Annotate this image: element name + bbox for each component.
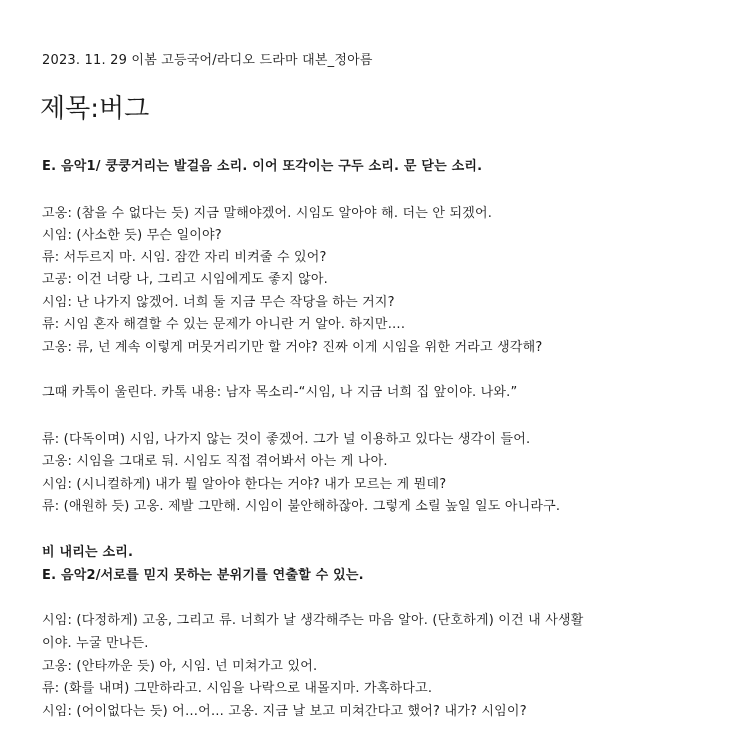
dialogue-line: 고공: 이건 너랑 나, 그리고 시임에게도 좋지 않아.: [42, 272, 328, 287]
dialogue-line: 시임: (시니컬하게) 내가 뭘 알아야 한다는 거야? 내가 모르는 게 뭔데?: [42, 477, 447, 492]
sound-cue-music1: E. 음악1/ 쿵쿵거리는 발걸음 소리. 이어 또각이는 구두 소리. 문 닫는 소리.: [42, 159, 483, 174]
dialogue-line: 이야. 누굴 만나든.: [42, 636, 149, 651]
document-title: 제목:버그: [40, 94, 150, 124]
dialogue-line: 류: (애원하 듯) 고옹. 제발 그만해. 시임이 불안해하잖아. 그렇게 소릴 높일 일도 아니라구.: [42, 499, 561, 514]
dialogue-line: 시임: (어이없다는 듯) 어…어… 고옹. 지금 날 보고 미쳐간다고 했어? 내가? 시임이?: [42, 704, 527, 719]
dialogue-line: 고옹: (참을 수 없다는 듯) 지금 말해야겠어. 시임도 알아야 해. 더는 안 되겠어.: [42, 206, 493, 221]
sound-cue-music2: E. 음악2/서로를 믿지 못하는 분위기를 연출할 수 있는.: [42, 568, 364, 583]
dialogue-line: 시임: (다정하게) 고옹, 그리고 류. 너희가 날 생각해주는 마음 알아. (단호하게) 이건 내 사생활: [42, 613, 584, 628]
dialogue-line: 류: 시임 혼자 해결할 수 있는 문제가 아니란 거 알아. 하지만….: [42, 317, 406, 332]
sound-cue-rain: 비 내리는 소리.: [42, 545, 134, 560]
dialogue-line: 시임: 난 나가지 않겠어. 너희 둘 지금 무슨 작당을 하는 거지?: [42, 295, 395, 310]
document-header: 2023. 11. 29 이봄 고등국어/라디오 드라마 대본_정아름: [42, 53, 373, 68]
dialogue-line: 고옹: 류, 넌 계속 이렇게 머뭇거리기만 할 거야? 진짜 이게 시임을 위한 거라고 생각해?: [42, 340, 543, 355]
dialogue-line: 시임: (사소한 듯) 무슨 일이야?: [42, 228, 222, 243]
dialogue-line: 류: 서두르지 마. 시임. 잠깐 자리 비켜줄 수 있어?: [42, 250, 327, 265]
dialogue-line: 고옹: 시임을 그대로 둬. 시임도 직접 겪어봐서 아는 게 나아.: [42, 454, 388, 469]
dialogue-line: 류: (화를 내며) 그만하라고. 시임을 나락으로 내몰지마. 가혹하다고.: [42, 681, 433, 696]
dialogue-line: 류: (다독이며) 시임, 나가지 않는 것이 좋겠어. 그가 널 이용하고 있다는 생각이 들어.: [42, 432, 531, 447]
dialogue-line: 고옹: (안타까운 듯) 아, 시임. 넌 미쳐가고 있어.: [42, 659, 318, 674]
kakao-event: 그때 카톡이 울린다. 카톡 내용: 남자 목소리-“시임, 나 지금 너희 집 앞이야. 나와.”: [42, 385, 518, 400]
